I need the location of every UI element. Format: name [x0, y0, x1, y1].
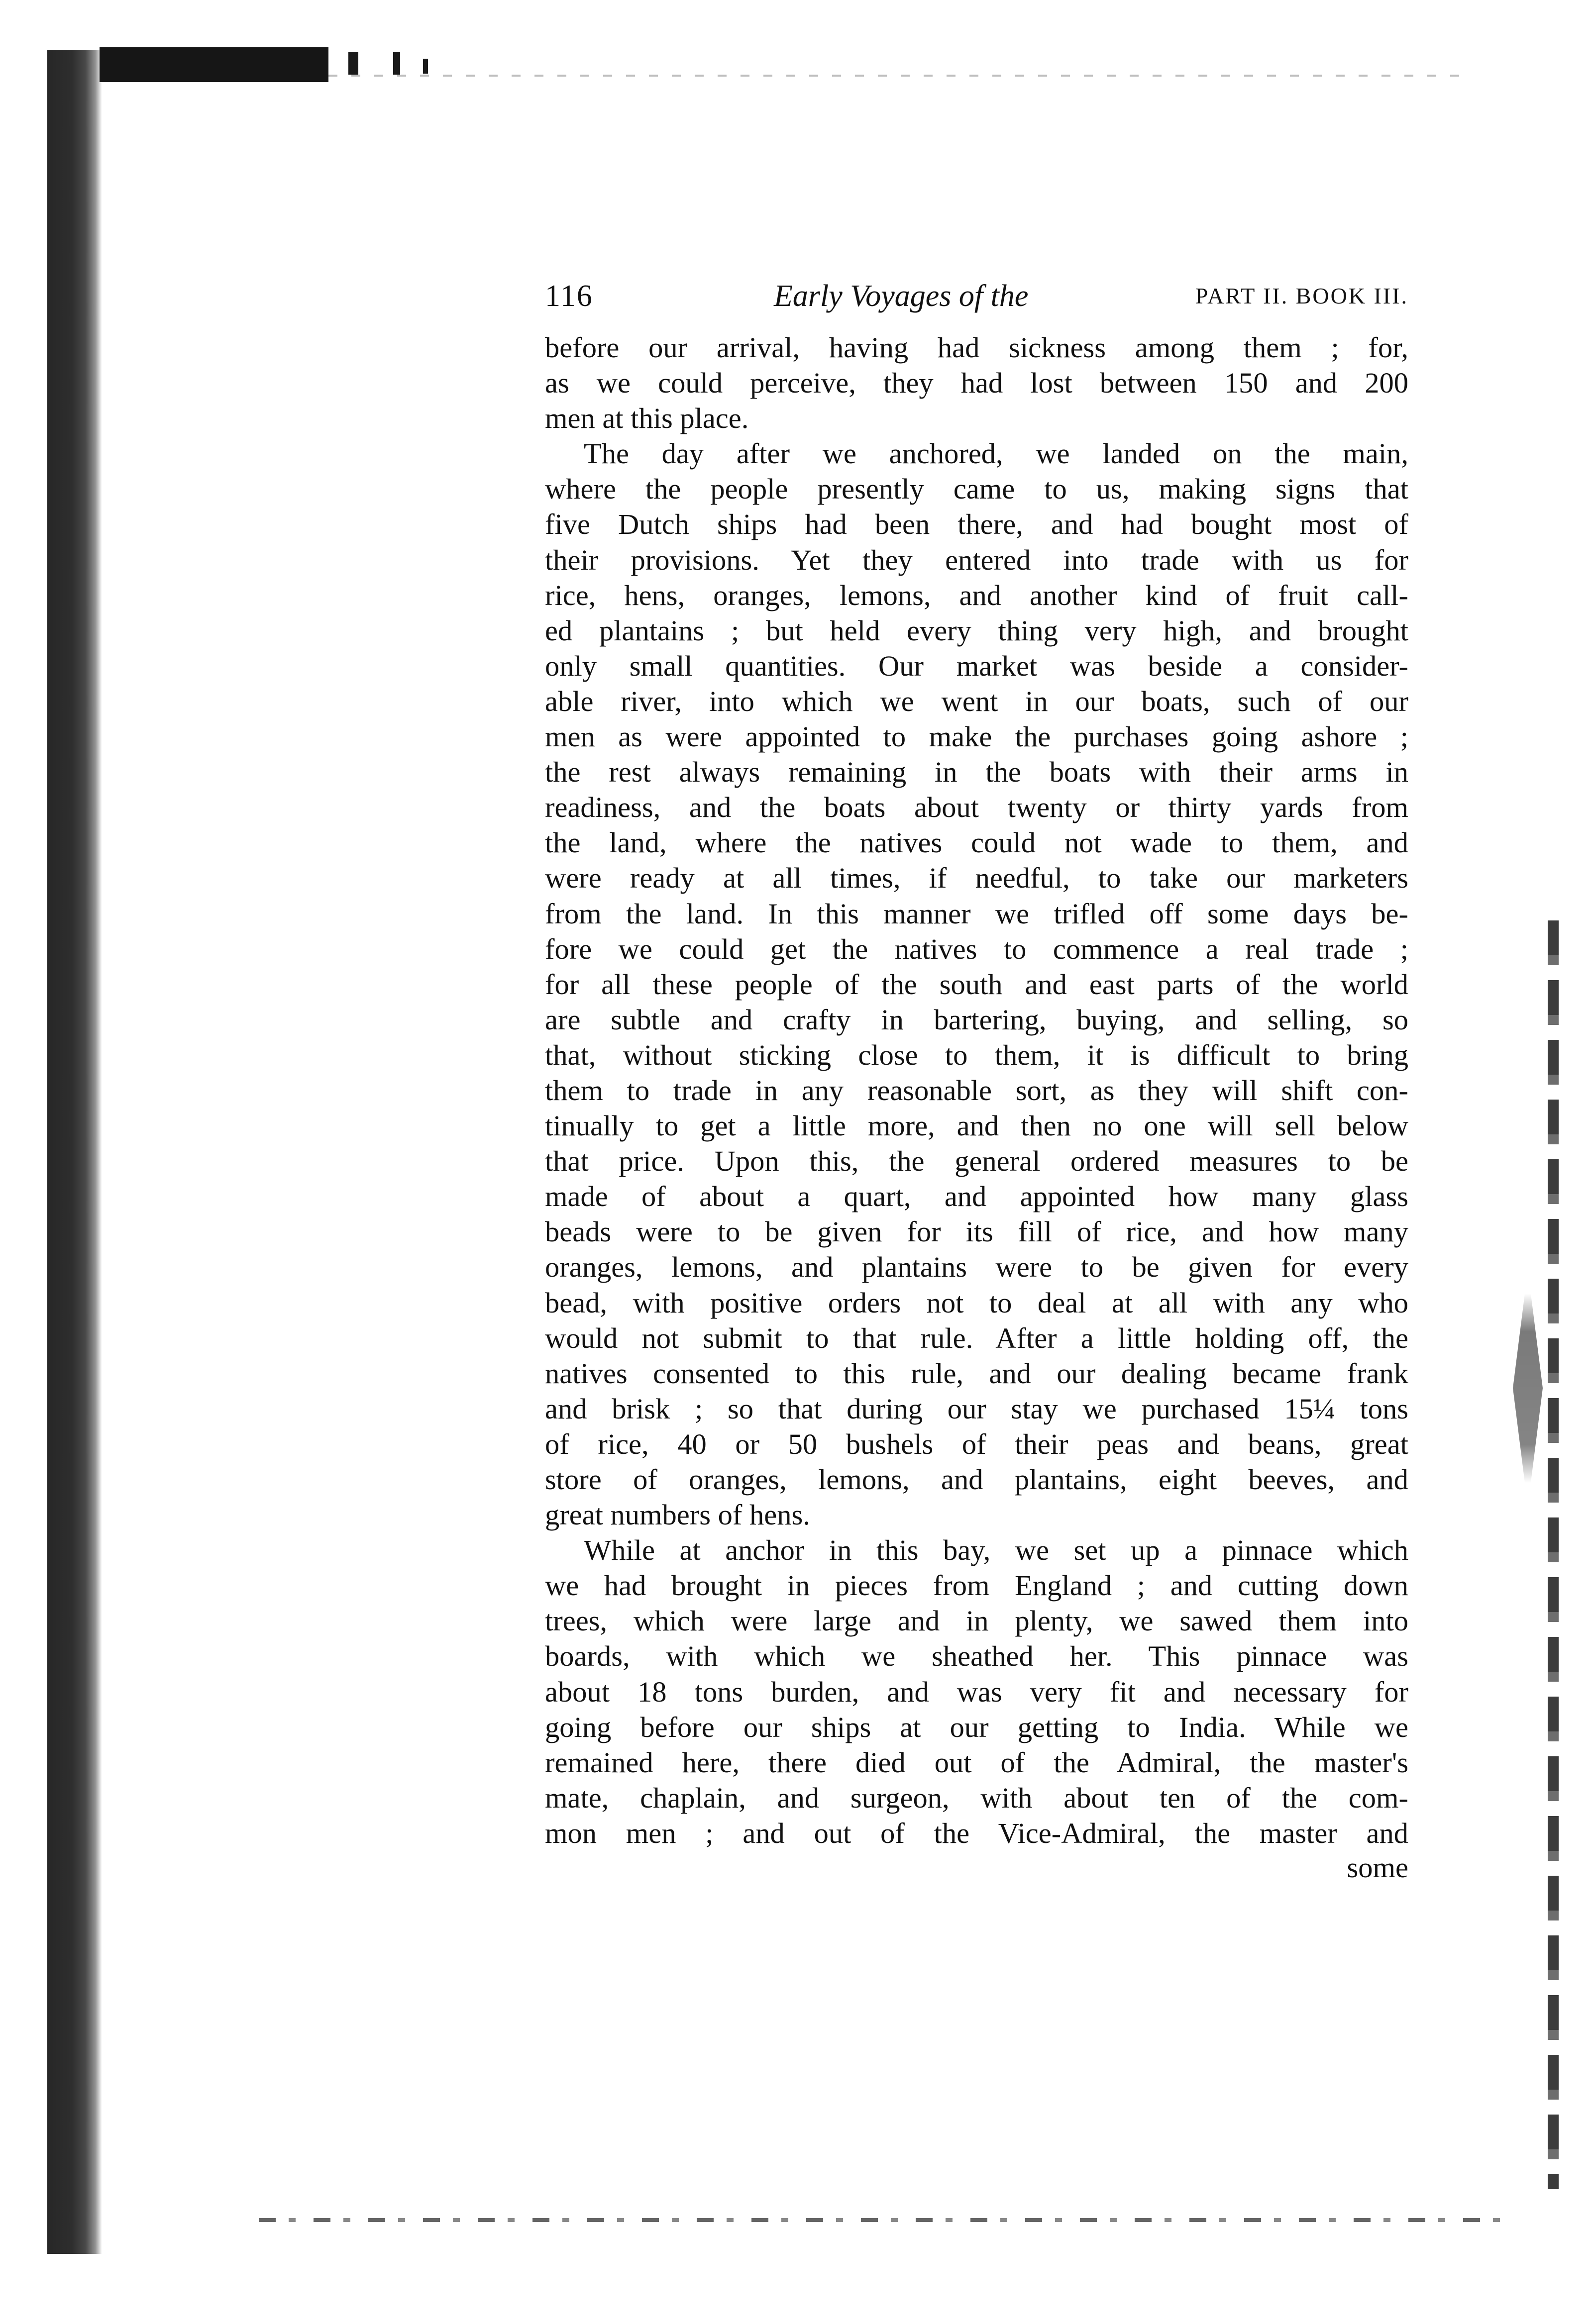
- text-line: tinually to get a little more, and then no one will sell below: [545, 1110, 1408, 1142]
- text-line: going before our ships at our getting to India. While we: [545, 1711, 1408, 1743]
- top-scan-noise: [328, 75, 1473, 77]
- text-line: from the land. In this manner we trifled off some days be-: [545, 897, 1408, 930]
- binding-stub-mark: [423, 59, 428, 74]
- text-line: we had brought in pieces from England ; and cutting down: [545, 1569, 1408, 1602]
- text-line: their provisions. Yet they entered into trade with us for: [545, 543, 1408, 576]
- text-line: before our arrival, having had sickness among them ; for,: [545, 331, 1408, 364]
- text-line: that, without sticking close to them, it is difficult to bring: [545, 1038, 1408, 1071]
- binding-stub-mark: [348, 52, 358, 75]
- running-section: PART II. BOOK III.: [1195, 283, 1408, 308]
- text-line: of rice, 40 or 50 bushels of their peas and beans, great: [545, 1427, 1408, 1460]
- text-line: natives consented to this rule, and our dealing became frank: [545, 1357, 1408, 1390]
- right-edge-shadow: [1513, 1294, 1543, 1483]
- text-line: as we could perceive, they had lost between 150 and 200: [545, 367, 1408, 400]
- text-line: mate, chaplain, and surgeon, with about ten of the com-: [545, 1781, 1408, 1814]
- text-line: were ready at all times, if needful, to take our marketers: [545, 862, 1408, 895]
- text-line: The day after we anchored, we landed on the main,: [584, 437, 1408, 470]
- book-page: [545, 279, 1408, 1891]
- text-line: where the people presently came to us, making signs that: [545, 473, 1408, 505]
- text-line: them to trade in any reasonable sort, as they will shift con-: [545, 1074, 1408, 1107]
- text-line: and brisk ; so that during our stay we purchased 15¼ tons: [545, 1392, 1408, 1425]
- text-line: readiness, and the boats about twenty or thirty yards from: [545, 791, 1408, 824]
- bottom-scan-noise: [259, 2218, 1503, 2222]
- text-line: oranges, lemons, and plantains were to be given for every: [545, 1251, 1408, 1284]
- binding-shadow: [47, 50, 102, 2254]
- text-line: ed plantains ; but held every thing very high, and brought: [545, 614, 1408, 647]
- text-line: for all these people of the south and east parts of the world: [545, 968, 1408, 1001]
- text-line: that price. Upon this, the general ordered measures to be: [545, 1145, 1408, 1178]
- text-line: store of oranges, lemons, and plantains, eight beeves, and: [545, 1463, 1408, 1496]
- text-line: men at this place.: [545, 402, 749, 435]
- text-line: the rest always remaining in the boats with their arms in: [545, 756, 1408, 789]
- text-line: five Dutch ships had been there, and had bought most of: [545, 508, 1408, 541]
- catchword: some: [1347, 1851, 1408, 1884]
- text-line: rice, hens, oranges, lemons, and another kind of fruit call-: [545, 579, 1408, 611]
- text-line: trees, which were large and in plenty, we sawed them into: [545, 1605, 1408, 1637]
- text-line: are subtle and crafty in bartering, buying, and selling, so: [545, 1003, 1408, 1036]
- binding-top-shadow: [100, 47, 328, 82]
- text-line: remained here, there died out of the Admiral, the master's: [545, 1746, 1408, 1779]
- body-text: [545, 330, 1408, 1851]
- text-line: great numbers of hens.: [545, 1499, 810, 1531]
- right-page-edge: [1548, 920, 1559, 2189]
- text-line: bead, with positive orders not to deal at all with any who: [545, 1286, 1408, 1319]
- binding-stub-mark: [393, 52, 400, 75]
- running-title: Early Voyages of the: [774, 279, 1029, 313]
- page-number: 116: [545, 279, 593, 313]
- text-line: fore we could get the natives to commence a real trade ;: [545, 932, 1408, 965]
- running-head: [545, 279, 1408, 326]
- text-line: the land, where the natives could not wade to them, and: [545, 826, 1408, 859]
- text-line: beads were to be given for its fill of rice, and how many: [545, 1215, 1408, 1248]
- text-line: While at anchor in this bay, we set up a pinnace which: [584, 1534, 1408, 1567]
- text-line: made of about a quart, and appointed how many glass: [545, 1180, 1408, 1213]
- text-line: boards, with which we sheathed her. This pinnace was: [545, 1640, 1408, 1673]
- text-line: only small quantities. Our market was beside a consider-: [545, 649, 1408, 682]
- text-line: able river, into which we went in our boats, such of our: [545, 685, 1408, 717]
- text-line: men as were appointed to make the purchases going ashore ;: [545, 720, 1408, 753]
- text-line: would not submit to that rule. After a little holding off, the: [545, 1321, 1408, 1354]
- text-line: mon men ; and out of the Vice-Admiral, the master and: [545, 1817, 1408, 1849]
- text-line: about 18 tons burden, and was very fit and necessary for: [545, 1675, 1408, 1708]
